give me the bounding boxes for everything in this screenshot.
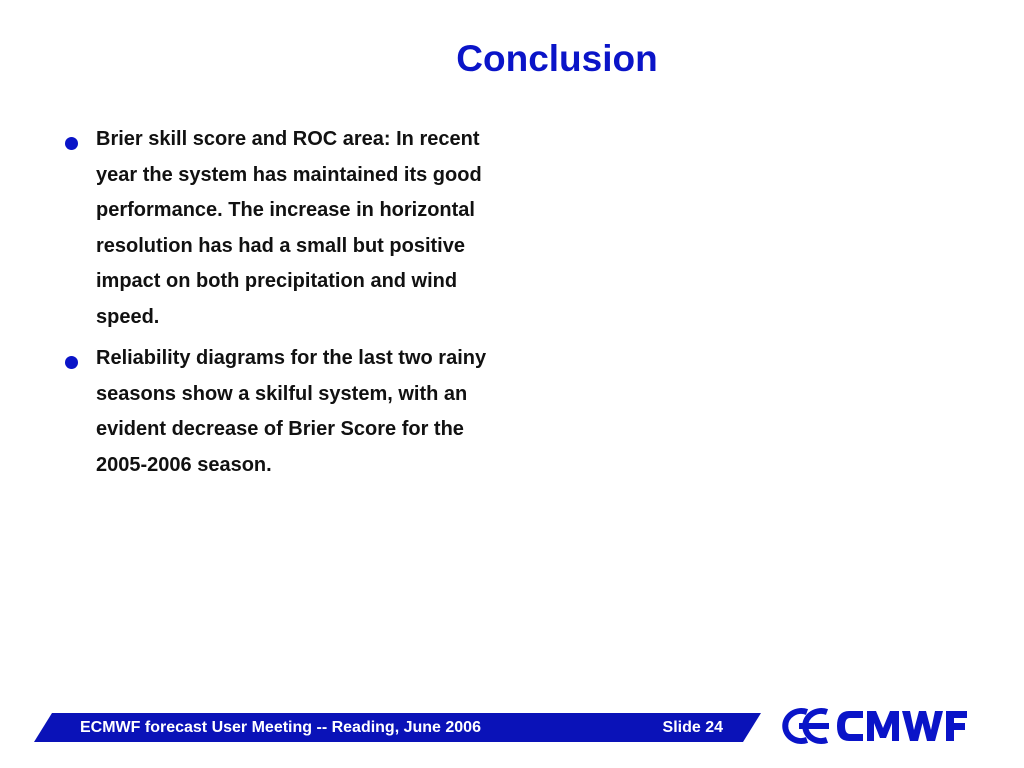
- bullet-text: Brier skill score and ROC area: In recent year the system has maintained its good performance. The increase in horizontal resolution has had a small but positive impact on both precipitation and wind speed.: [96, 128, 482, 328]
- footer-bar: [34, 713, 761, 742]
- bullet-dot-icon: [65, 356, 78, 369]
- slide-title: Conclusion: [456, 38, 658, 79]
- bullet-text: Reliability diagrams for the last two rainy seasons show a skilful system, with an evident decrease of Brier Score for the 2005-2006 season.: [96, 347, 487, 476]
- bullet-dot-icon: [65, 137, 78, 150]
- bullet-item: [60, 122, 500, 335]
- slide-number: Slide 24: [662, 719, 723, 736]
- footer-meeting-text: ECMWF forecast User Meeting -- Reading, June 2006: [80, 719, 481, 736]
- ecmwf-logo-icon: [777, 706, 982, 746]
- bullet-list: [60, 122, 500, 489]
- bullet-item: [60, 341, 500, 483]
